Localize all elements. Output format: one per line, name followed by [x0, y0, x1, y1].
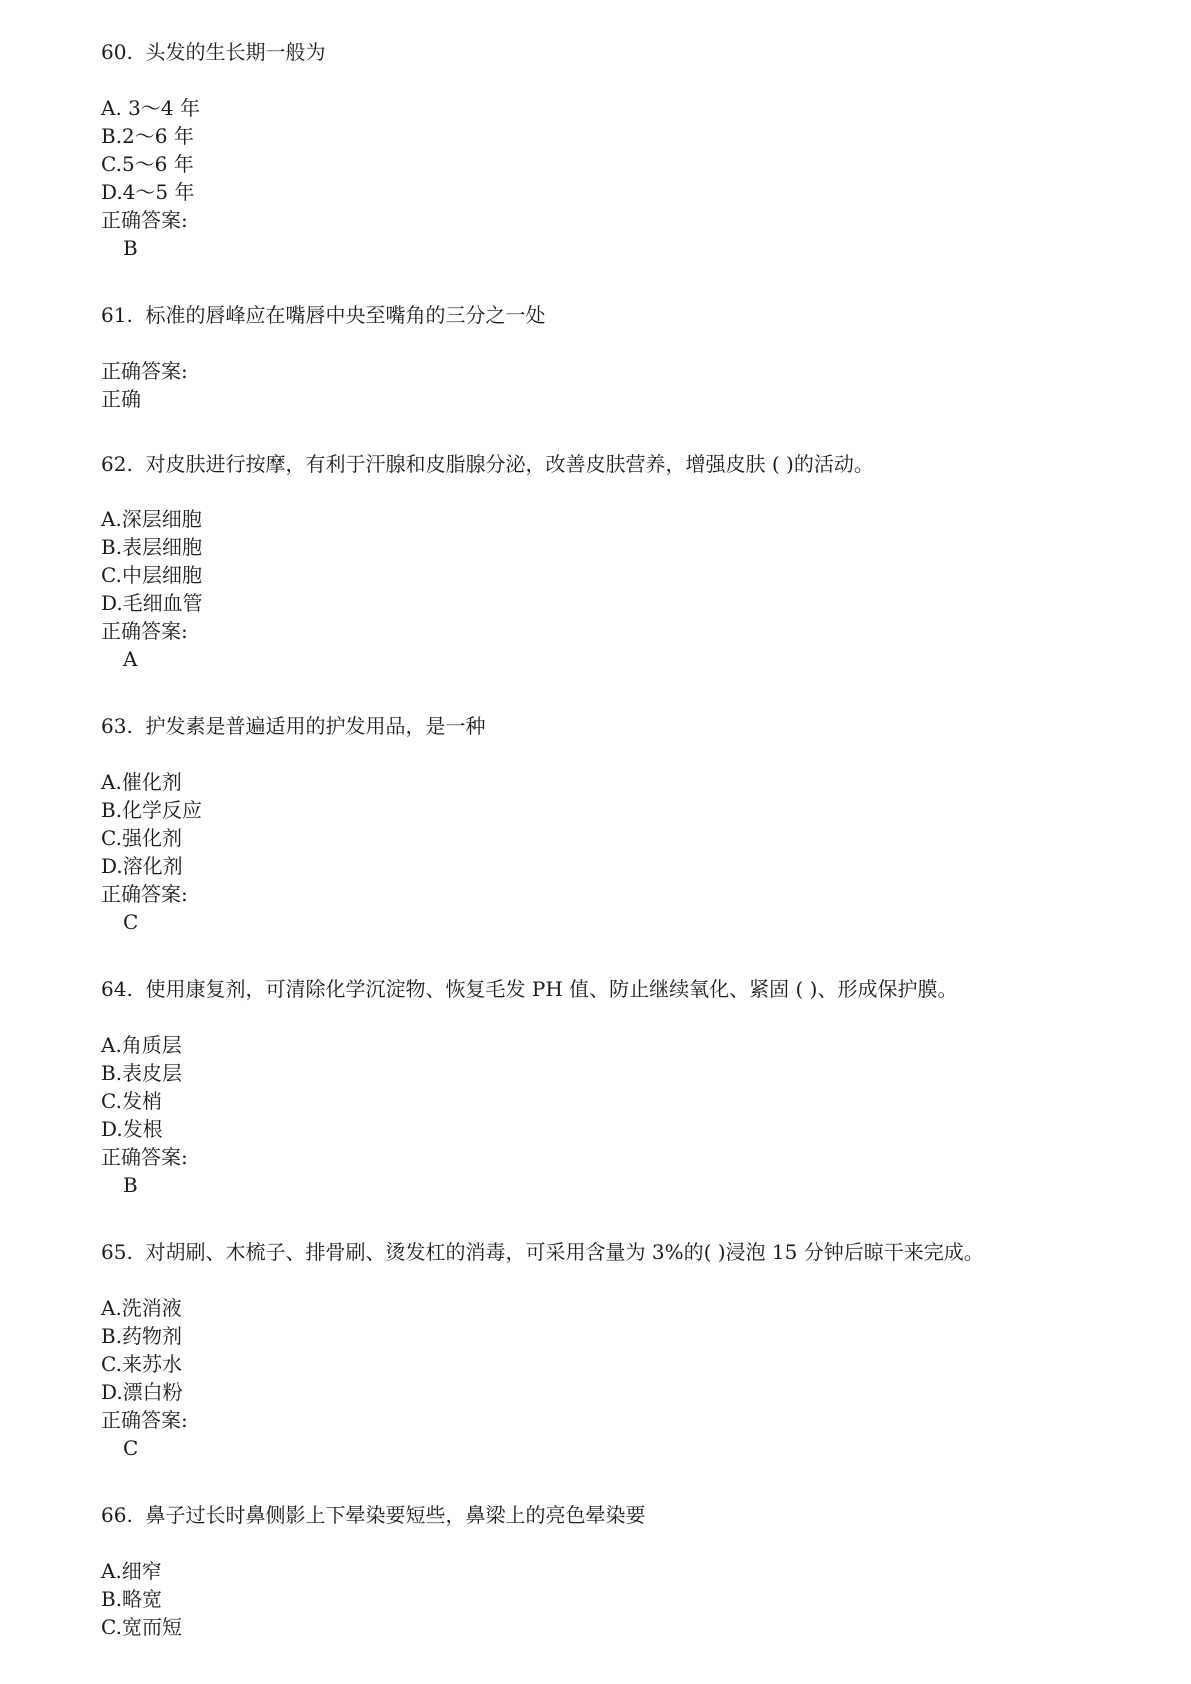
question-61-stem [101, 303, 546, 327]
question-60-option-d: D.4～5 年 [101, 180, 195, 204]
question-64-answer: B [123, 1173, 138, 1197]
question-63-answer: C [123, 910, 139, 934]
question-64-text: 使用康复剂，可清除化学沉淀物、恢复毛发 PH 值、防止继续氧化、紧固 ( )、形成保护膜。 [145, 977, 958, 1001]
question-62-stem [101, 452, 874, 476]
question-61-answer: 正确 [101, 387, 141, 411]
question-64-answer-label: 正确答案: [101, 1145, 188, 1169]
question-66-option-c: C.宽而短 [101, 1615, 182, 1639]
question-65-option-b: B.药物剂 [101, 1324, 183, 1348]
question-63-option-d: D.溶化剂 [101, 854, 183, 878]
question-63-number: 63. [101, 714, 133, 738]
question-66-option-a: A.细窄 [101, 1559, 162, 1583]
question-62-number: 62. [101, 452, 133, 476]
question-62-option-b: B.表层细胞 [101, 535, 203, 559]
question-62-text: 对皮肤进行按摩，有利于汗腺和皮脂腺分泌，改善皮肤营养，增强皮肤 ( )的活动。 [145, 452, 874, 476]
question-66-text: 鼻子过长时鼻侧影上下晕染要短些，鼻梁上的亮色晕染要 [145, 1503, 646, 1527]
question-65-number: 65. [101, 1240, 133, 1264]
question-64-number: 64. [101, 977, 133, 1001]
question-60-option-a: A. 3～4 年 [101, 96, 200, 120]
question-63-option-c: C.强化剂 [101, 826, 182, 850]
question-65-option-d: D.漂白粉 [101, 1380, 183, 1404]
question-66-option-b: B.略宽 [101, 1587, 163, 1611]
question-66-number: 66. [101, 1503, 133, 1527]
question-62-option-a: A.深层细胞 [101, 507, 202, 531]
question-61-number: 61. [101, 303, 133, 327]
question-63-option-b: B.化学反应 [101, 798, 203, 822]
question-62-answer-label: 正确答案: [101, 619, 188, 643]
question-65-option-a: A.洗消液 [101, 1296, 182, 1320]
question-60-option-c: C.5～6 年 [101, 152, 194, 176]
question-64-option-a: A.角质层 [101, 1033, 182, 1057]
question-64-option-c: C.发梢 [101, 1089, 162, 1113]
question-63-answer-label: 正确答案: [101, 882, 188, 906]
question-63-text: 护发素是普遍适用的护发用品，是一种 [145, 714, 486, 738]
question-60-number: 60. [101, 40, 133, 64]
question-62-option-c: C.中层细胞 [101, 563, 202, 587]
question-63-option-a: A.催化剂 [101, 770, 182, 794]
question-65-option-c: C.来苏水 [101, 1352, 182, 1376]
question-65-answer-label: 正确答案: [101, 1408, 188, 1432]
question-60-stem [101, 40, 326, 64]
question-60-text: 头发的生长期一般为 [145, 40, 326, 64]
question-64-option-b: B.表皮层 [101, 1061, 183, 1085]
question-61-text: 标准的唇峰应在嘴唇中央至嘴角的三分之一处 [145, 303, 546, 327]
question-61-answer-label: 正确答案: [101, 359, 188, 383]
question-64-option-d: D.发根 [101, 1117, 163, 1141]
question-65-stem [101, 1240, 984, 1264]
question-64-stem [101, 977, 957, 1001]
question-62-option-d: D.毛细血管 [101, 591, 203, 615]
question-63-stem [101, 714, 486, 738]
question-62-answer: A [123, 647, 138, 671]
question-60-answer-label: 正确答案: [101, 208, 188, 232]
question-66-stem [101, 1503, 646, 1527]
question-60-answer: B [123, 236, 138, 260]
question-65-text: 对胡刷、木梳子、排骨刷、烫发杠的消毒，可采用含量为 3%的( )浸泡 15 分钟后晾干来完成。 [145, 1240, 984, 1264]
question-60-option-b: B.2～6 年 [101, 124, 194, 148]
question-65-answer: C [123, 1436, 139, 1460]
